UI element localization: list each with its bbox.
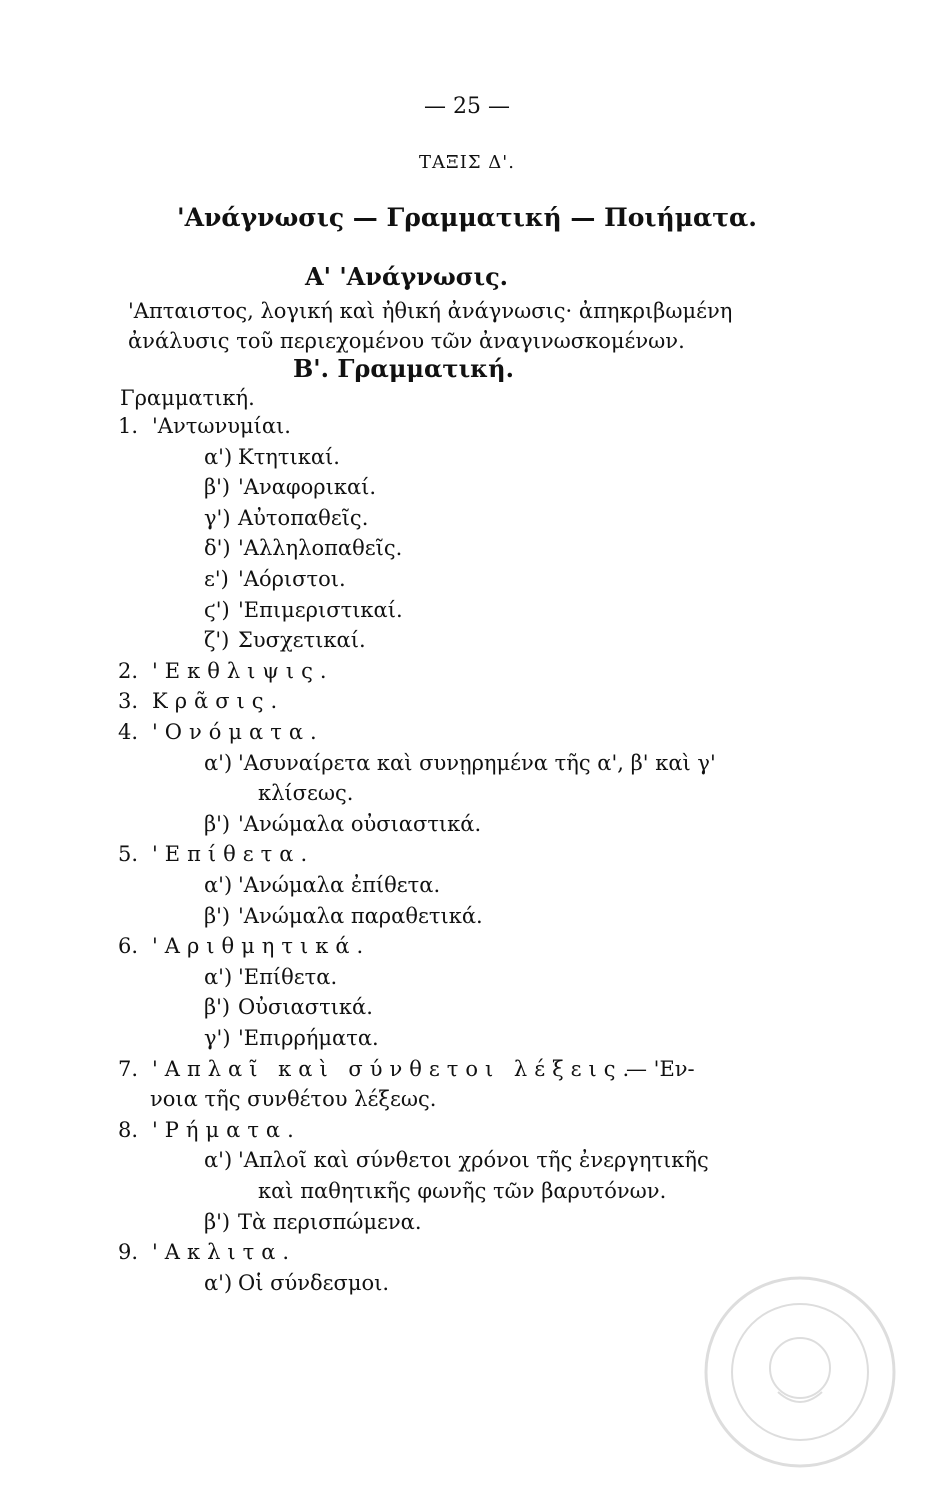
outline-item-number: 9.	[118, 1240, 139, 1265]
outline-sub-marker: β')	[204, 811, 231, 836]
outline-item-number: 8.	[118, 1117, 139, 1142]
outline-item-title: 'Αντωνυμίαι.	[152, 414, 291, 438]
outline-item-title: 'Αριθμητικά.	[152, 934, 371, 959]
outline-sub-marker: γ')	[204, 505, 231, 530]
outline-item-number: 5.	[118, 842, 139, 867]
outline-sub-text: Κτητικαί.	[238, 444, 340, 469]
outline-sub-marker: α')	[204, 444, 233, 469]
outline-sub-text: Τὰ περισπώμενα.	[238, 1209, 422, 1234]
outline-sub-marker: α')	[204, 1270, 233, 1295]
outline-sub-marker: α')	[204, 1148, 233, 1173]
outline-sub-text: Οὐσιαστικά.	[238, 995, 373, 1020]
outline-sub-text: 'Ανώμαλα οὐσιαστικά.	[238, 811, 482, 836]
class-title: ΤΑΞΙΣ Δ'.	[419, 152, 515, 173]
reading-text-line-2: ἀνάλυσις τοῦ περιεχομένου τῶν ἀναγινωσκομένων.	[128, 329, 685, 353]
outline-sub-marker: ζ')	[204, 628, 230, 653]
outline-item-number: 1.	[118, 414, 139, 438]
outline-sub-text: 'Αναφορικαί.	[238, 475, 377, 500]
outline-item-number: 7.	[118, 1056, 139, 1081]
outline-item-title: 'Ρήματα.	[152, 1117, 301, 1142]
outline-sub-marker: α')	[204, 750, 233, 775]
outline-sub-text: Συσχετικαί.	[238, 628, 366, 653]
grammar-heading: Β'. Γραμματική.	[293, 354, 514, 383]
outline-sub-marker: γ')	[204, 1026, 231, 1050]
reading-text-line-1: 'Απταιστος, λογική καὶ ἠθική ἀνάγνωσις· ἀπηκριβωμένη	[128, 299, 733, 323]
outline-sub-text: 'Επιρρήματα.	[238, 1026, 379, 1050]
outline-sub-marker: α')	[204, 964, 233, 989]
university-seal-watermark	[700, 1272, 900, 1472]
outline-item-title: 'Ονόματα.	[152, 720, 324, 744]
outline-item-title: Κρᾶσις.	[152, 689, 285, 714]
outline-sub-text: 'Απλοῖ καὶ σύνθετοι χρόνοι τῆς ἐνεργητικῆς	[238, 1148, 709, 1173]
outline-sub-marker: β')	[204, 475, 231, 500]
outline-item-title: 'Επίθετα.	[152, 842, 315, 867]
outline-sub-text: 'Αόριστοι.	[238, 567, 346, 591]
outline-sub-text: 'Ανώμαλα ἐπίθετα.	[238, 873, 441, 897]
outline-sub-text: 'Επιμεριστικαί.	[238, 597, 403, 622]
outline-item-title: 'Εκθλιψις.	[152, 658, 334, 683]
outline-sub-text: 'Ανώμαλα παραθετικά.	[238, 903, 483, 928]
outline-sub-marker: β')	[204, 1209, 231, 1234]
outline-sub-text: Αὐτοπαθεῖς.	[238, 505, 369, 530]
outline-item-number: 3.	[118, 689, 139, 714]
outline-sub-text: Οἱ σύνδεσμοι.	[238, 1270, 390, 1295]
outline-sub-marker: α')	[204, 873, 233, 897]
outline-sub-marker: β')	[204, 995, 231, 1020]
outline-item-number: 2.	[118, 658, 139, 683]
outline-sub-continuation: καὶ παθητικῆς φωνῆς τῶν βαρυτόνων.	[258, 1179, 667, 1203]
outline-item-title: 'Ακλιτα.	[152, 1240, 297, 1265]
outline-item-number: 6.	[118, 934, 139, 959]
outline-sub-continuation: κλίσεως.	[258, 781, 354, 806]
outline-item-title: 'Απλαῖ καὶ σύνθετοι λέξεις.	[152, 1056, 637, 1081]
outline-item-number: 4.	[118, 720, 139, 744]
grammar-subheading: Γραμματική.	[120, 386, 255, 410]
outline-sub-text: 'Επίθετα.	[238, 964, 338, 989]
outline-sub-marker: δ')	[204, 536, 231, 561]
outline-sub-text: 'Ασυναίρετα καὶ συνῃρημένα τῆς α', β' καὶ γ'	[238, 750, 716, 775]
outline-sub-marker: ε')	[204, 567, 229, 591]
outline-sub-text: 'Αλληλοπαθεῖς.	[238, 536, 403, 561]
outline-sub-marker: ϛ')	[204, 597, 230, 622]
main-title: 'Ανάγνωσις — Γραμματική — Ποιήματα.	[177, 203, 757, 232]
outline-item-continuation: νοια τῆς συνθέτου λέξεως.	[150, 1087, 437, 1112]
reading-heading: Α' 'Ανάγνωσις.	[305, 262, 509, 291]
outline-item-tail: — 'Εν-	[626, 1056, 695, 1081]
page-number: — 25 —	[424, 94, 510, 119]
outline-sub-marker: β')	[204, 903, 231, 928]
